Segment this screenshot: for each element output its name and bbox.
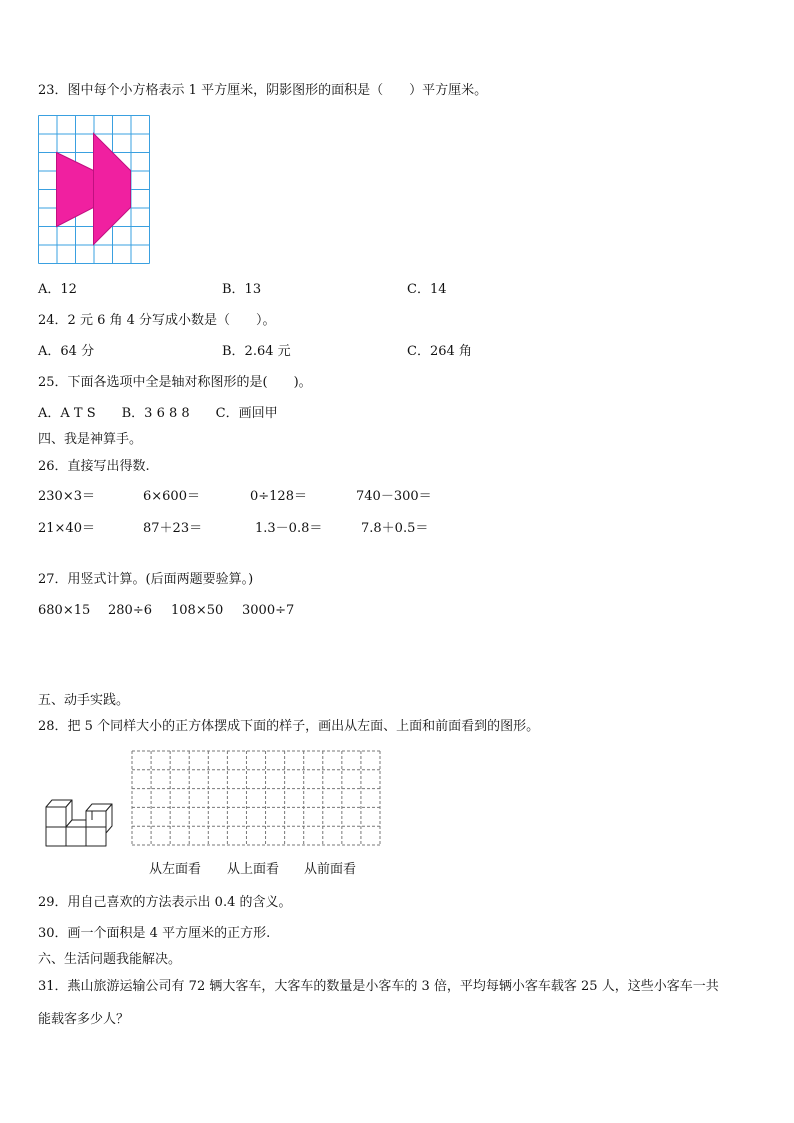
q26-expr: 740－300＝ bbox=[356, 489, 432, 504]
q23-option-b[interactable]: B．13 bbox=[222, 282, 262, 297]
q23-option-c[interactable]: C．14 bbox=[407, 282, 447, 297]
q26-expr: 6×600＝ bbox=[143, 489, 200, 504]
cube-stack-figure bbox=[40, 795, 116, 850]
q27-item: 108×50 bbox=[171, 603, 224, 618]
q26-text: 26．直接写出得数. bbox=[38, 459, 150, 474]
section4-title: 四、我是神算手。 bbox=[38, 432, 143, 447]
q27-item: 3000÷7 bbox=[242, 603, 295, 618]
q27-item: 280÷6 bbox=[108, 603, 152, 618]
q26-expr: 1.3－0.8＝ bbox=[255, 521, 323, 536]
q24-option-a[interactable]: A．64 分 bbox=[38, 344, 95, 359]
q26-expr: 0÷128＝ bbox=[250, 489, 307, 504]
q31-text-line2: 能载客多少人？ bbox=[38, 1012, 130, 1027]
q28-text: 28．把 5 个同样大小的正方体摆成下面的样子，画出从左面、上面和前面看到的图形。 bbox=[38, 719, 540, 734]
q31-text-line1: 31．燕山旅游运输公司有 72 辆大客车，大客车的数量是小客车的 3 倍，平均每辆小客车载客 25 人，这些小客车一共 bbox=[38, 979, 719, 994]
q23-left-shape bbox=[57, 153, 94, 227]
q24-option-b[interactable]: B．2.64 元 bbox=[222, 344, 291, 359]
view-label-front: 从前面看 bbox=[304, 862, 357, 877]
view-label-top: 从上面看 bbox=[227, 862, 280, 877]
section5-title: 五、动手实践。 bbox=[38, 693, 130, 708]
q26-expr: 21×40＝ bbox=[38, 521, 95, 536]
q24-option-c[interactable]: C．264 角 bbox=[407, 344, 472, 359]
q23-option-a[interactable]: A．12 bbox=[38, 282, 77, 297]
q26-expr: 7.8＋0.5＝ bbox=[361, 521, 429, 536]
q25-options[interactable]: A．A T S B．3 6 8 8 C．画回甲 bbox=[38, 406, 278, 421]
section6-title: 六、生活问题我能解决。 bbox=[38, 952, 182, 967]
q26-expr: 230×3＝ bbox=[38, 489, 95, 504]
q25-text: 25．下面各选项中全是轴对称图形的是( )。 bbox=[38, 375, 312, 390]
q27-item: 680×15 bbox=[38, 603, 91, 618]
view-label-left: 从左面看 bbox=[149, 862, 202, 877]
q27-text: 27．用竖式计算。(后面两题要验算。) bbox=[38, 572, 254, 587]
q30-text: 30．画一个面积是 4 平方厘米的正方形. bbox=[38, 926, 271, 941]
q24-text: 24．2 元 6 角 4 分写成小数是（ ）。 bbox=[38, 313, 276, 328]
q23-text: 23．图中每个小方格表示 1 平方厘米，阴影图形的面积是（ ）平方厘米。 bbox=[38, 83, 488, 98]
q23-grid-figure bbox=[38, 115, 152, 265]
q29-text: 29．用自己喜欢的方法表示出 0.4 的含义。 bbox=[38, 895, 292, 910]
q26-expr: 87＋23＝ bbox=[143, 521, 203, 536]
drawing-grid-q28 bbox=[131, 750, 381, 846]
